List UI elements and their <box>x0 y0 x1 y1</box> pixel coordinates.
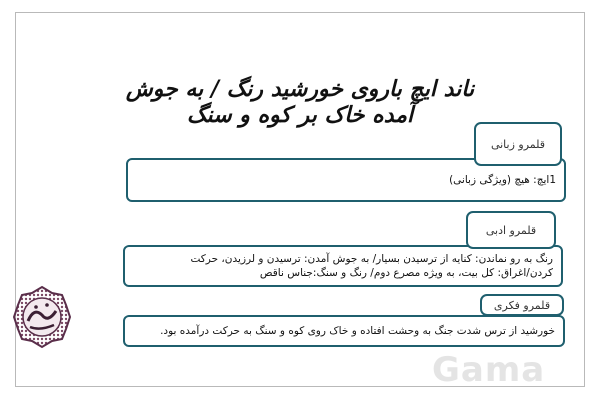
section-tab-literary: قلمرو ادبی <box>466 211 556 249</box>
section-box-intellectual <box>123 315 565 347</box>
section-line: 1ایچ: هیچ (ویژگی زبانی) <box>449 174 556 186</box>
section-box-literary <box>123 245 563 287</box>
ferdowsi-logo <box>12 285 72 349</box>
section-line: کردن/اغراق: کل بیت، به ویژه مصرع دوم/ رنگ و سنگ:جناس ناقص <box>259 267 553 279</box>
verse-title: ناند ایچ باروی خورشید رنگ / به جوش آمده خاک بر کوه و سنگ <box>125 76 475 128</box>
watermark: Gama <box>432 350 546 390</box>
section-tab-intellectual: قلمرو فکری <box>480 294 564 316</box>
ferdowsi-emblem-icon <box>12 285 72 349</box>
section-line: رنگ به رو نماندن: کنایه از ترسیدن بسیار/ به جوش آمدن: ترسیدن و لرزیدن، حرکت <box>190 253 553 265</box>
section-tab-linguistic: قلمرو زبانی <box>474 122 562 166</box>
section-line: خورشید از ترس شدت جنگ به وحشت افتاده و خاک روی کوه و سنگ به حرکت درآمده بود. <box>160 325 555 337</box>
